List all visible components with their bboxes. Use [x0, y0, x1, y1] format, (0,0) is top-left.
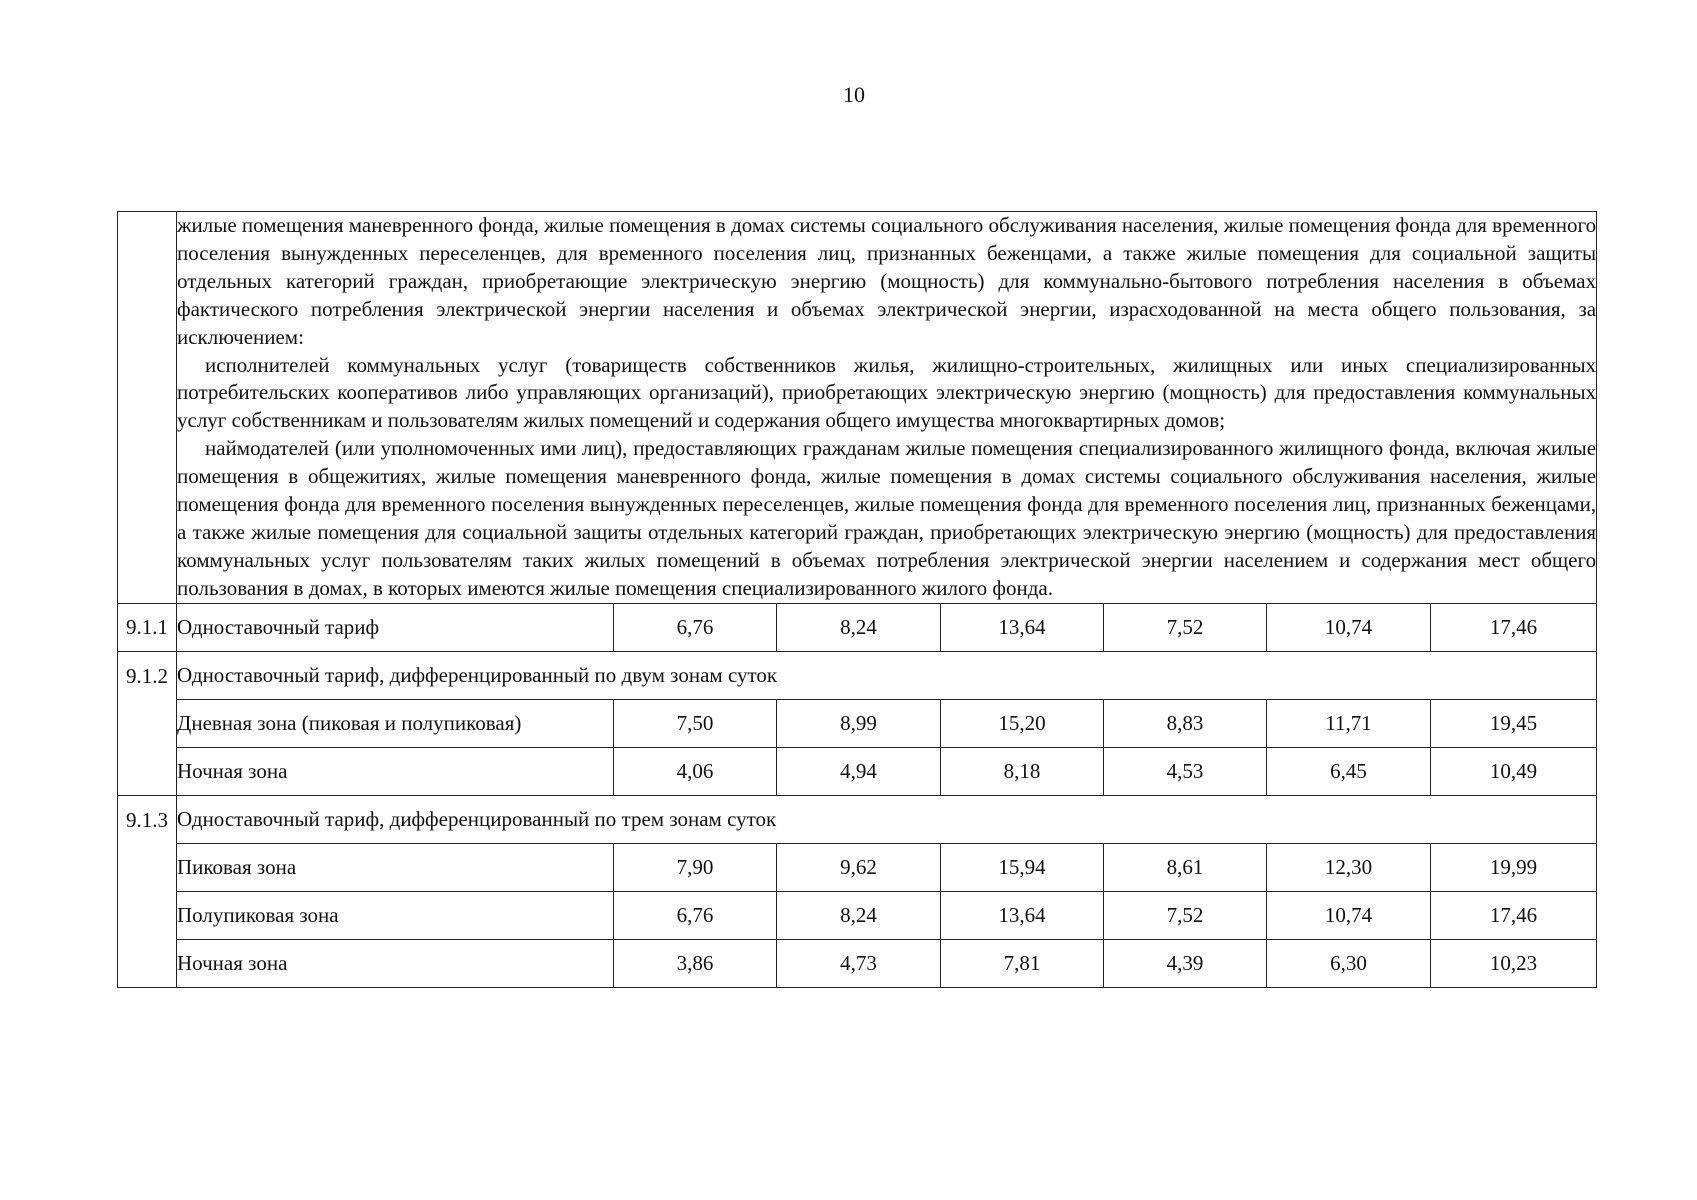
value-cell: 4,06: [614, 747, 777, 795]
value-cell: 19,45: [1431, 699, 1597, 747]
value-cell: 10,23: [1431, 939, 1597, 987]
value-cell: 12,30: [1267, 843, 1431, 891]
value-cell: 13,64: [941, 891, 1104, 939]
value-cell: 6,76: [614, 891, 777, 939]
value-cell: 17,46: [1431, 603, 1597, 651]
intro-description-cell: [177, 212, 1597, 604]
intro-paragraph-1: жилые помещения маневренного фонда, жилые помещения в домах системы социального обслуживания населения, жилые помещения фонда для временного поселения вынужденных переселенцев, для временного поселения лиц, признанных беженцами, а также жилые помещения для социальной защиты отдельных категорий граждан, приобретающие электрическую энергию (мощность) для коммунально-бытового потребления населения в объемах фактического потребления электрической энергии населения и объемах электрической энергии, израсходованной на места общего пользования, за исключением:: [177, 213, 1597, 349]
value-cell: 4,39: [1104, 939, 1267, 987]
row-label: Ночная зона: [177, 747, 614, 795]
tariff-table: [117, 211, 1597, 988]
table-row-9-1-1: [118, 603, 1597, 651]
section-title: Одноставочный тариф, дифференцированный по трем зонам суток: [177, 795, 1597, 843]
value-cell: 8,18: [941, 747, 1104, 795]
value-cell: 13,64: [941, 603, 1104, 651]
intro-number-cell: [118, 212, 177, 604]
row-label: Одноставочный тариф: [177, 603, 614, 651]
intro-row: [118, 212, 1597, 604]
value-cell: 4,53: [1104, 747, 1267, 795]
table-row-9-1-3-night: [118, 939, 1597, 987]
value-cell: 7,52: [1104, 603, 1267, 651]
value-cell: 4,94: [777, 747, 941, 795]
row-label: Дневная зона (пиковая и полупиковая): [177, 699, 614, 747]
value-cell: 7,90: [614, 843, 777, 891]
value-cell: 7,52: [1104, 891, 1267, 939]
row-label: Ночная зона: [177, 939, 614, 987]
value-cell: 7,81: [941, 939, 1104, 987]
row-label: Полупиковая зона: [177, 891, 614, 939]
value-cell: 8,61: [1104, 843, 1267, 891]
section-number: 9.1.3: [118, 795, 177, 987]
value-cell: 3,86: [614, 939, 777, 987]
value-cell: 6,76: [614, 603, 777, 651]
value-cell: 7,50: [614, 699, 777, 747]
value-cell: 4,73: [777, 939, 941, 987]
value-cell: 8,83: [1104, 699, 1267, 747]
value-cell: 10,74: [1267, 891, 1431, 939]
value-cell: 15,20: [941, 699, 1104, 747]
value-cell: 10,49: [1431, 747, 1597, 795]
value-cell: 6,30: [1267, 939, 1431, 987]
value-cell: 11,71: [1267, 699, 1431, 747]
page-number: 10: [843, 82, 865, 107]
section-title: Одноставочный тариф, дифференцированный по двум зонам суток: [177, 651, 1597, 699]
section-number: 9.1.2: [118, 651, 177, 795]
table-row-9-1-2-header: [118, 651, 1597, 699]
value-cell: 8,24: [777, 891, 941, 939]
table-row-9-1-3-semipeak: [118, 891, 1597, 939]
value-cell: 9,62: [777, 843, 941, 891]
row-label: Пиковая зона: [177, 843, 614, 891]
value-cell: 6,45: [1267, 747, 1431, 795]
value-cell: 10,74: [1267, 603, 1431, 651]
table-row-9-1-2-day: [118, 699, 1597, 747]
value-cell: 19,99: [1431, 843, 1597, 891]
intro-paragraph-2: исполнителей коммунальных услуг (товариществ собственников жилья, жилищно-строительных, жилищных или иных специализированных потребительских кооперативов либо управляющих организаций), приобретающих электрическую энергию (мощность) для предоставления коммунальных услуг собственникам и пользователям жилых помещений и содержания общего имущества многоквартирных домов;: [177, 352, 1597, 433]
value-cell: 8,24: [777, 603, 941, 651]
intro-paragraph-3: наймодателей (или уполномоченных ими лиц), предоставляющих гражданам жилые помещения специализированного жилищного фонда, включая жилые помещения в общежитиях, жилые помещения маневренного фонда, жилые помещения в домах системы социального обслуживания населения, жилые помещения фонда для временного поселения вынужденных переселенцев, жилые помещения фонда для временного поселения лиц, признанных беженцами, а также жилые помещения для социальной защиты отдельных категорий граждан, приобретающих электрическую энергию (мощность) для предоставления коммунальных услуг пользователям таких жилых помещений в объемах потребления электрической энергии населением и содержания мест общего пользования в домах, в которых имеются жилые помещения специализированного жилого фонда.: [177, 436, 1597, 600]
table-row-9-1-3-header: [118, 795, 1597, 843]
value-cell: 17,46: [1431, 891, 1597, 939]
table-row-9-1-2-night: [118, 747, 1597, 795]
table-row-9-1-3-peak: [118, 843, 1597, 891]
section-number: 9.1.1: [118, 603, 177, 651]
value-cell: 8,99: [777, 699, 941, 747]
value-cell: 15,94: [941, 843, 1104, 891]
